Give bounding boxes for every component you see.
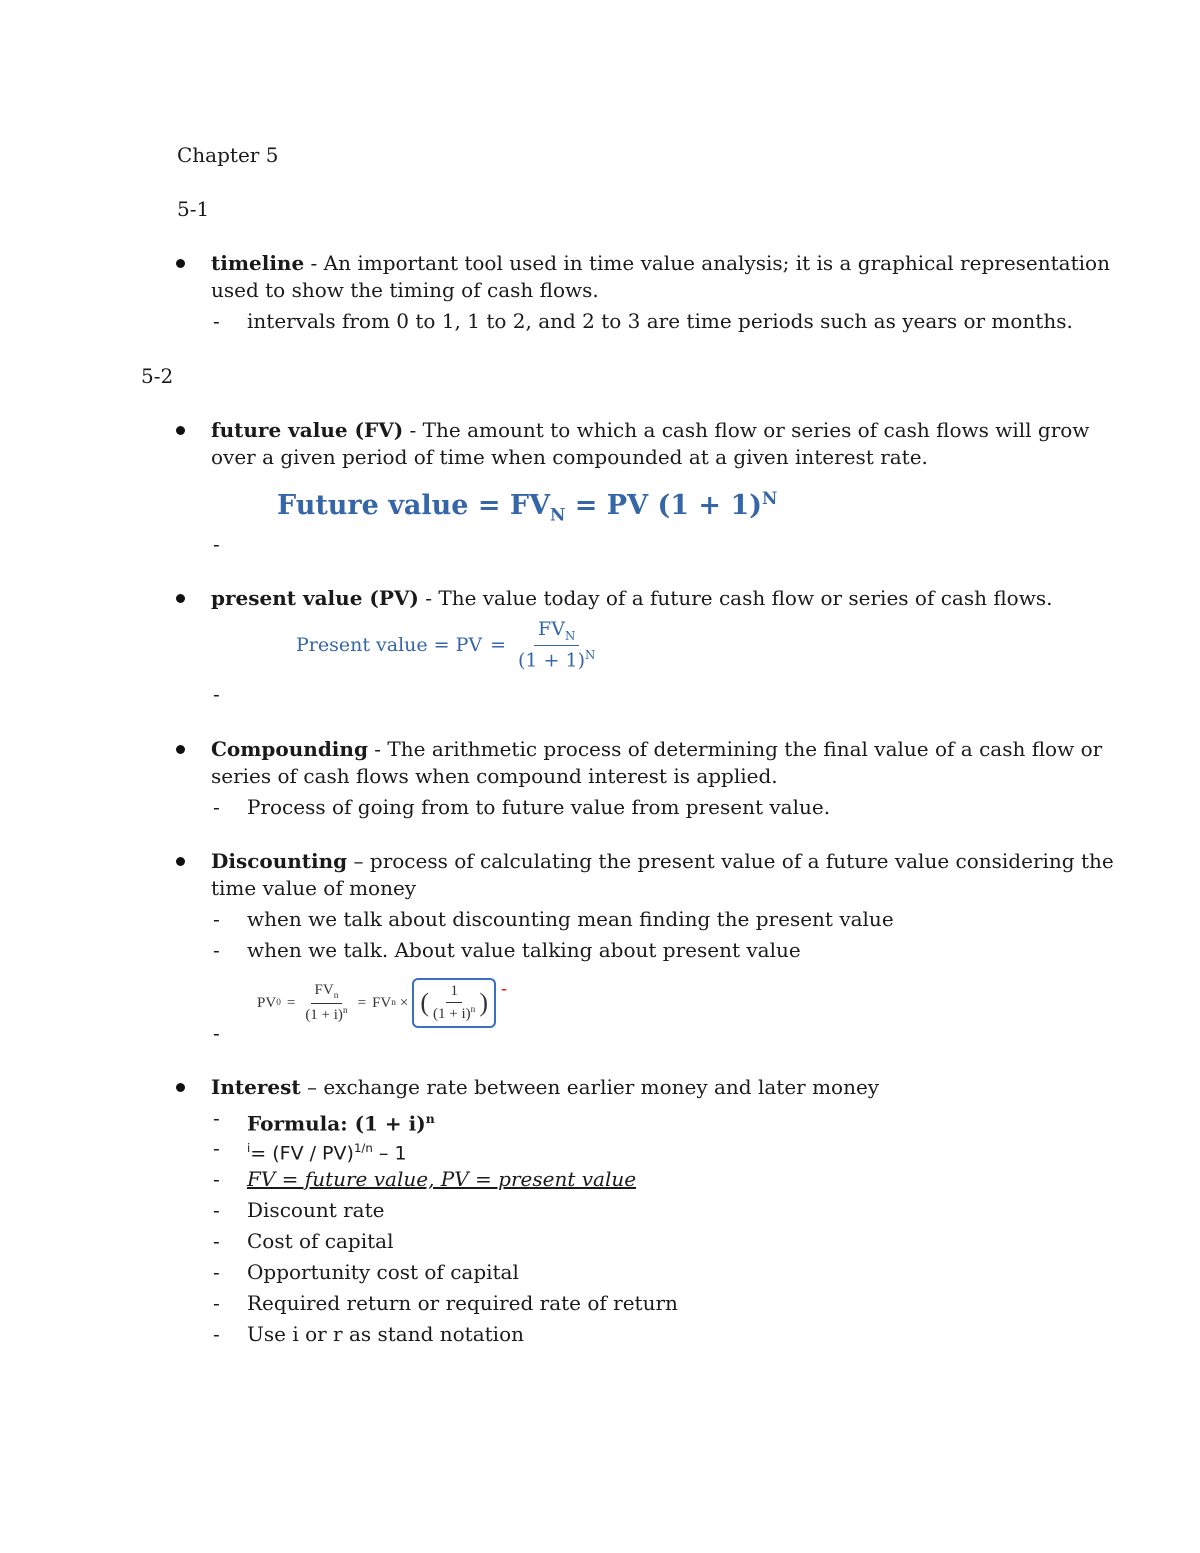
term-pv: present value (PV): [211, 586, 419, 610]
discounting-sub1: when we talk about discounting mean finding the present value: [247, 907, 894, 931]
df-den-exp: n: [342, 1006, 348, 1016]
pv-def1: - The value today of a future cash flow or series of cash flows.: [418, 586, 1053, 610]
fv-def-line1: [211, 417, 1089, 444]
interest-formula-exp: n: [425, 1111, 435, 1126]
rate-exp: 1/n: [353, 1141, 373, 1155]
df-boxed-term: ( $\frac{1}{(1 + i)^n}$ ): [412, 978, 496, 1028]
df-num-sub: n: [333, 991, 339, 1001]
dash-marker: -: [213, 1198, 220, 1222]
term-discounting: Discounting: [211, 849, 348, 873]
fv-formula-label: Future value: [277, 490, 469, 521]
interest-formula: [247, 1105, 435, 1138]
dash-marker: -: [213, 1291, 220, 1315]
chapter-title: Chapter 5: [177, 143, 279, 167]
timeline-def-line1: [211, 250, 1110, 277]
interest-item: Cost of capital: [247, 1229, 394, 1253]
pv-formula: Present value = PV = $\frac{FV_N}{(1 + 1)^N}$: [296, 618, 599, 671]
df-num: FV: [314, 982, 334, 998]
df-fv-sub: n: [391, 998, 396, 1008]
df-box-den: (1 + i): [433, 1006, 471, 1022]
term-fv: future value (FV): [211, 418, 404, 442]
timeline-def-line2: used to show the timing of cash flows.: [211, 278, 599, 302]
discounting-sub2: when we talk. About value talking about present value: [247, 938, 801, 962]
dash-marker: -: [213, 1167, 220, 1191]
fv-formula-base: (1 + 1): [657, 490, 762, 521]
pv-formula-num: FV: [538, 618, 565, 640]
dash-marker: -: [213, 907, 220, 931]
dash-marker: -: [213, 1021, 220, 1045]
fv-formula: Future value = $FV_N$ = PV $(1 + 1)^N$: [277, 488, 778, 525]
section-5-2: 5-2: [141, 364, 174, 388]
dash-marker: -: [213, 938, 220, 962]
dash-marker: -: [213, 682, 220, 706]
compounding-def-line2: series of cash flows when compound interest is applied.: [211, 764, 778, 788]
compounding-def-line1: [211, 736, 1102, 763]
pv-formula-num-sub: N: [564, 628, 576, 643]
pv-formula-pv: PV: [455, 633, 483, 656]
bullet-icon: [176, 594, 185, 603]
interest-formula-label: Formula: (1 + i): [247, 1111, 426, 1136]
interest-legend: FV = future value, PV = present value: [247, 1167, 637, 1191]
dash-marker: -: [213, 309, 220, 333]
fv-formula-sub: N: [550, 504, 566, 525]
df-box-fraction: [429, 983, 479, 1023]
term-timeline: timeline: [211, 251, 305, 275]
interest-item: Discount rate: [247, 1198, 385, 1222]
interest-item: Use i or r as stand notation: [247, 1322, 524, 1346]
fv-formula-fv: FV: [509, 490, 551, 521]
fv-formula-exp: N: [762, 488, 778, 508]
timeline-def1: - An important tool used in time value analysis; it is a graphical representation: [304, 251, 1110, 275]
compounding-sub1: Process of going from to future value from present value.: [247, 795, 831, 819]
fv-def-line2: over a given period of time when compounded at a given interest rate.: [211, 445, 928, 469]
df-fv: FV: [372, 994, 392, 1011]
df-fraction: [301, 982, 351, 1024]
df-pv: PV: [257, 994, 277, 1011]
rate-i: i: [247, 1141, 251, 1155]
interest-def1: – exchange rate between earlier money and later money: [300, 1075, 880, 1099]
term-interest: Interest: [211, 1075, 301, 1099]
bullet-icon: [176, 259, 185, 268]
df-pv-sub: 0: [276, 998, 281, 1008]
pv-formula-den: (1 + 1): [518, 649, 586, 672]
df-box-num: 1: [446, 983, 462, 1003]
interest-rate-formula: [247, 1135, 407, 1167]
discount-formula: PV 0 = $\frac{FV_n}{(1 + i)^n}$ = FV n × ( $\frac{1}{(1 + i)^n}$ ) -: [257, 978, 507, 1028]
term-compounding: Compounding: [211, 737, 368, 761]
dash-marker: -: [213, 795, 220, 819]
timeline-sub1: intervals from 0 to 1, 1 to 2, and 2 to 3 are time periods such as years or months.: [247, 309, 1073, 333]
bullet-icon: [176, 857, 185, 866]
pv-formula-label: Present value: [296, 633, 428, 656]
compounding-def1: - The arithmetic process of determining the final value of a cash flow or: [367, 737, 1103, 761]
fv-def1: - The amount to which a cash flow or series of cash flows will grow: [403, 418, 1090, 442]
bullet-icon: [176, 745, 185, 754]
section-5-1: 5-1: [177, 197, 210, 221]
interest-item: Required return or required rate of return: [247, 1291, 678, 1315]
bullet-icon: [176, 426, 185, 435]
df-den: (1 + i): [305, 1007, 343, 1023]
dash-marker: -: [213, 1136, 220, 1160]
dash-marker: -: [213, 1260, 220, 1284]
pv-formula-fraction: [514, 618, 599, 671]
pv-formula-den-exp: N: [585, 647, 596, 662]
dash-marker: -: [213, 1106, 220, 1130]
dash-marker: -: [213, 1322, 220, 1346]
rate-tail: – 1: [372, 1142, 407, 1165]
discounting-def-line2: time value of money: [211, 876, 417, 900]
discounting-def-line1: [211, 848, 1114, 875]
interest-item: Opportunity cost of capital: [247, 1260, 519, 1284]
red-mark-icon: -: [501, 978, 507, 998]
fv-formula-pv: PV: [606, 490, 649, 521]
rate-rest: = (FV / PV): [250, 1142, 354, 1165]
discounting-def1: – process of calculating the present value of a future value considering the: [347, 849, 1114, 873]
interest-def-line1: [211, 1074, 879, 1101]
df-box-den-exp: n: [470, 1005, 476, 1015]
bullet-icon: [176, 1083, 185, 1092]
dash-marker: -: [213, 1229, 220, 1253]
dash-marker: -: [213, 532, 220, 556]
pv-def-line1: [211, 585, 1052, 612]
